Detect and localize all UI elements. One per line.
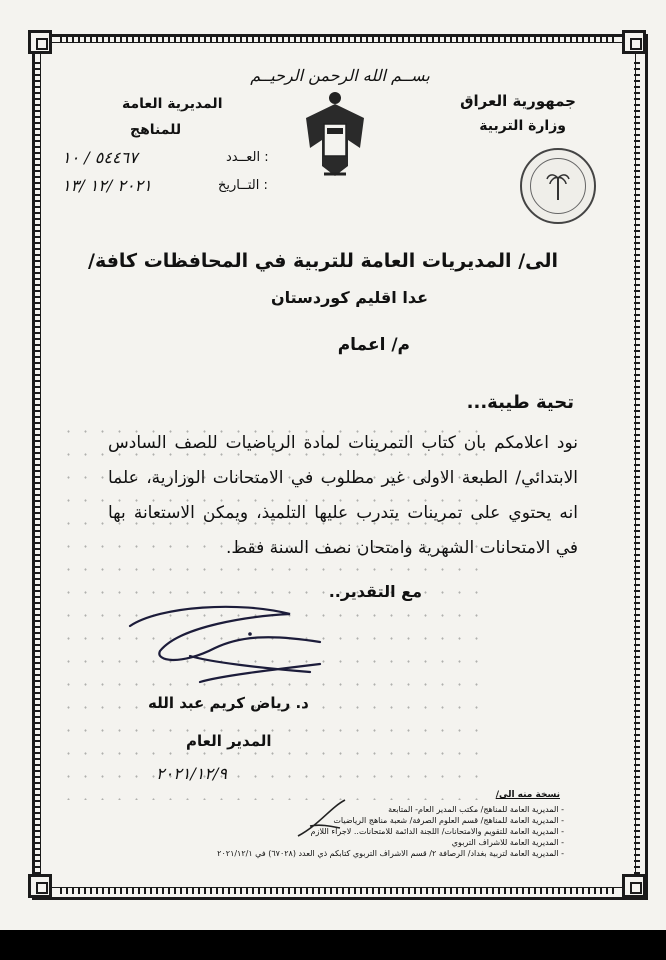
- list-item: - المديرية العامة للاشراف التربوي: [94, 837, 564, 848]
- border-dots-bottom: [60, 888, 614, 894]
- signatory-title: المدير العام: [186, 732, 272, 750]
- palm-tree-icon: [546, 170, 570, 202]
- republic-name: جمهورية العراق: [460, 92, 576, 110]
- corner-ornament: [622, 874, 646, 898]
- handwritten-initials: [290, 796, 350, 840]
- ministry-seal-icon: [520, 148, 596, 224]
- greeting: تحية طيبة...: [466, 392, 574, 413]
- subject-line: م/ اعمام: [337, 335, 410, 355]
- date-label: : التــاريخ: [218, 178, 268, 193]
- border-dots-left: [34, 60, 40, 874]
- signatory-name: د. رياض كريم عبد الله: [148, 694, 309, 712]
- closing-regards: مع التقدير..: [328, 582, 422, 601]
- letter-body: نود اعلامكم بان كتاب التمرينات لمادة الرياضيات للصف السادس الابتدائي/ الطبعة الاولى غير مطلوب في الامتحانات الوزارية، علما انه يحتوي على تمرينات يتدرب عليها التلميذ، ويمكن الاستعانة بها في الامتحانات الشهرية وامتحان نصف السنة فقط.: [108, 433, 578, 558]
- handwritten-signature: [120, 596, 330, 686]
- date-value: ٢٠٢١ /١٢ /١٣: [62, 176, 152, 195]
- ministry-name: وزارة التربية: [479, 118, 566, 134]
- corner-ornament: [28, 30, 52, 54]
- basmala: بســم الله الرحمن الرحيــم: [250, 66, 430, 85]
- number-value: ٥٤٤٦٧ / ١٠: [62, 148, 138, 167]
- list-item: - المديرية العامة للتقويم والامتحانات/ اللجنة الدائمة للامتحانات.. لاجراء اللازم: [94, 826, 564, 837]
- border-dots-top: [60, 36, 614, 42]
- number-label: : العــدد: [226, 150, 269, 165]
- signature-date: ٢٠٢١/١٢/٩: [156, 764, 227, 783]
- border-dots-right: [634, 60, 640, 874]
- corner-ornament: [622, 30, 646, 54]
- list-item: - المديرية العامة لتربية بغداد/ الرصافة ٢/ قسم الاشراف التربوي كتابكم ذي العدد (٦٧٠٢٨) في ٢٠٢١/١٢/١: [94, 848, 564, 859]
- bottom-bar: [0, 930, 666, 960]
- list-item: - المديرية العامة للمناهج/ قسم العلوم الصرفة/ شعبة مناهج الرياضيات: [94, 815, 564, 826]
- list-item: - المديرية العامة للمناهج/ مكتب المدير العام- المتابعة: [94, 804, 564, 815]
- iraq-eagle-emblem-icon: [302, 88, 368, 182]
- corner-ornament: [28, 874, 52, 898]
- copies-heading: نسخة منه الى/: [495, 790, 560, 800]
- exception-line: عدا اقليم كوردستان: [270, 288, 428, 307]
- directorate-name: المديرية العامة: [122, 96, 223, 112]
- recipient-line: الى/ المديريات العامة للتربية في المحافظات كافة/: [88, 250, 558, 272]
- directorate-name-line2: للمناهج: [130, 122, 182, 138]
